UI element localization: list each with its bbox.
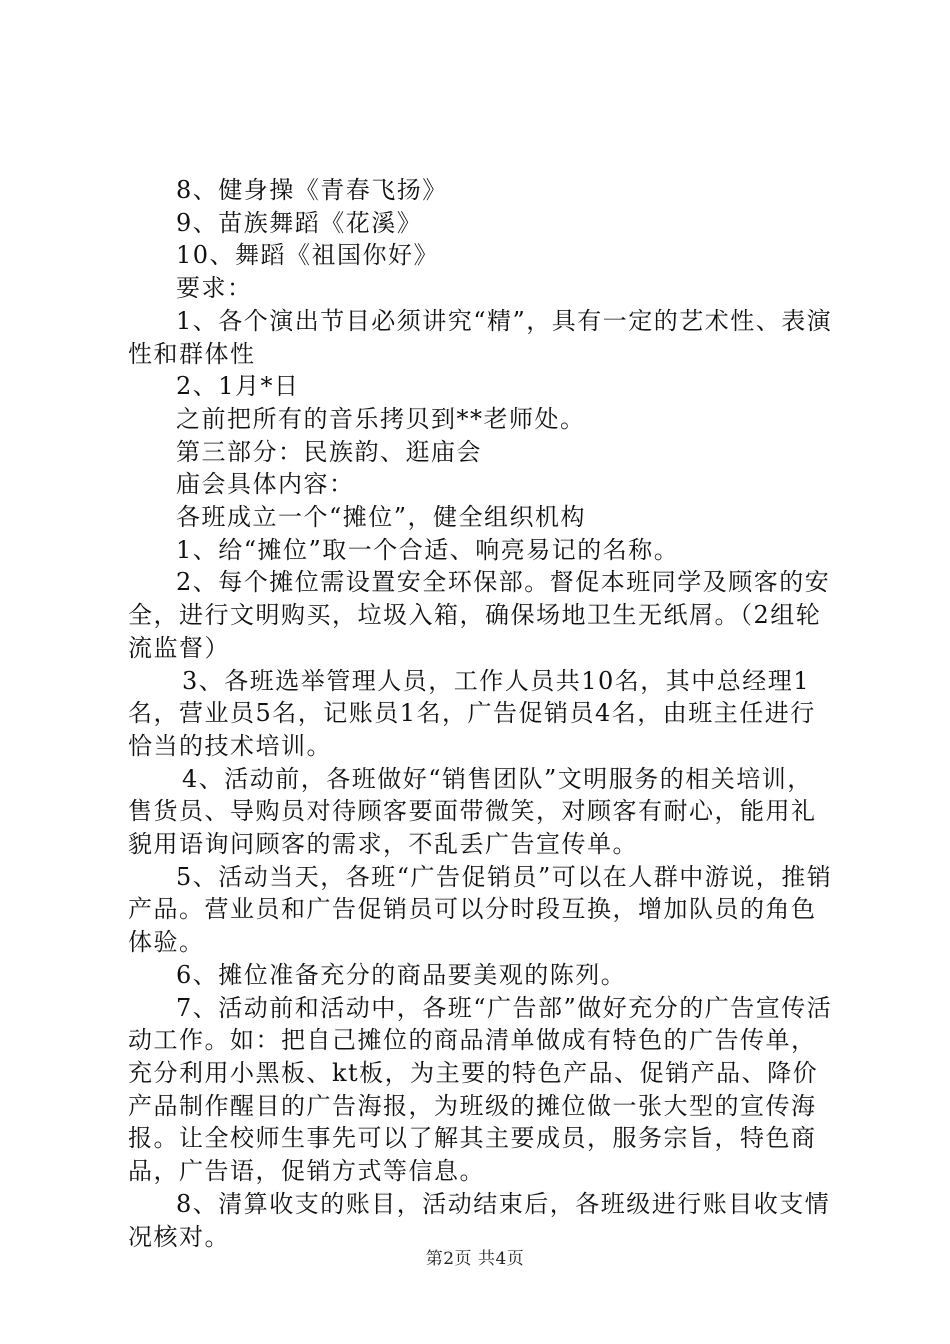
- paragraph: 2、1月*日: [176, 372, 300, 401]
- paragraph: 3、各班选举管理人员，工作人员共10名，其中总经理1名，营业员5名，记账员1名，广告促销员4名，由班主任进行恰当的技术培训。: [128, 666, 816, 760]
- paragraph: 2、每个摊位需设置安全环保部。督促本班同学及顾客的安全，进行文明购买，垃圾入箱，确保场地卫生无纸屑。（2组轮流监督）: [128, 568, 831, 662]
- paragraph: 8、健身操《青春飞扬》: [176, 176, 448, 204]
- paragraph: 庙会具体内容：: [176, 470, 355, 499]
- paragraph: 7、活动前和活动中，各班“广告部”做好充分的广告宣传活动工作。如：把自己摊位的商品清单做成有特色的广告传单，充分利用小黑板、kt板，为主要的特色产品、促销产品、降价产品制作醒目的广告海报，为班级的摊位做一张大型的宣传海报。让全校师生事先可以了解其主要成员，服务宗旨，特色商品，广告语，促销方式等信息。: [128, 993, 833, 1186]
- paragraph: 6、摊位准备充分的商品要美观的陈列。: [176, 960, 627, 989]
- paragraph: 9、苗族舞蹈《花溪》: [176, 208, 423, 237]
- paragraph: 4、活动前，各班做好“销售团队”文明服务的相关培训，售货员、导购员对待顾客要面带微笑，对顾客有耐心，能用礼貌用语询问顾客的需求，不乱丢广告宣传单。: [128, 764, 817, 859]
- paragraph: 要求：: [176, 274, 253, 303]
- document-body: [128, 174, 838, 1253]
- paragraph: 5、活动当天，各班“广告促销员”可以在人群中游说，推销产品。营业员和广告促销员可以分时段互换，增加队员的角色体验。: [128, 862, 833, 957]
- paragraph: 之前把所有的音乐拷贝到**老师处。: [176, 404, 586, 433]
- paragraph: 1、各个演出节目必须讲究“精”，具有一定的艺术性、表演性和群体性: [128, 306, 833, 368]
- paragraph: 第三部分：民族韵、逛庙会: [176, 437, 482, 466]
- page-number-footer: 第2页 共4页: [425, 1249, 525, 1269]
- paragraph: 1、给“摊位”取一个合适、响亮易记的名称。: [176, 535, 680, 564]
- paragraph: 8、清算收支的账目，活动结束后，各班级进行账目收支情况核对。: [128, 1189, 831, 1251]
- paragraph: 各班成立一个“摊位”，健全组织机构: [176, 503, 587, 532]
- paragraph: 10、舞蹈《祖国你好》: [176, 241, 440, 270]
